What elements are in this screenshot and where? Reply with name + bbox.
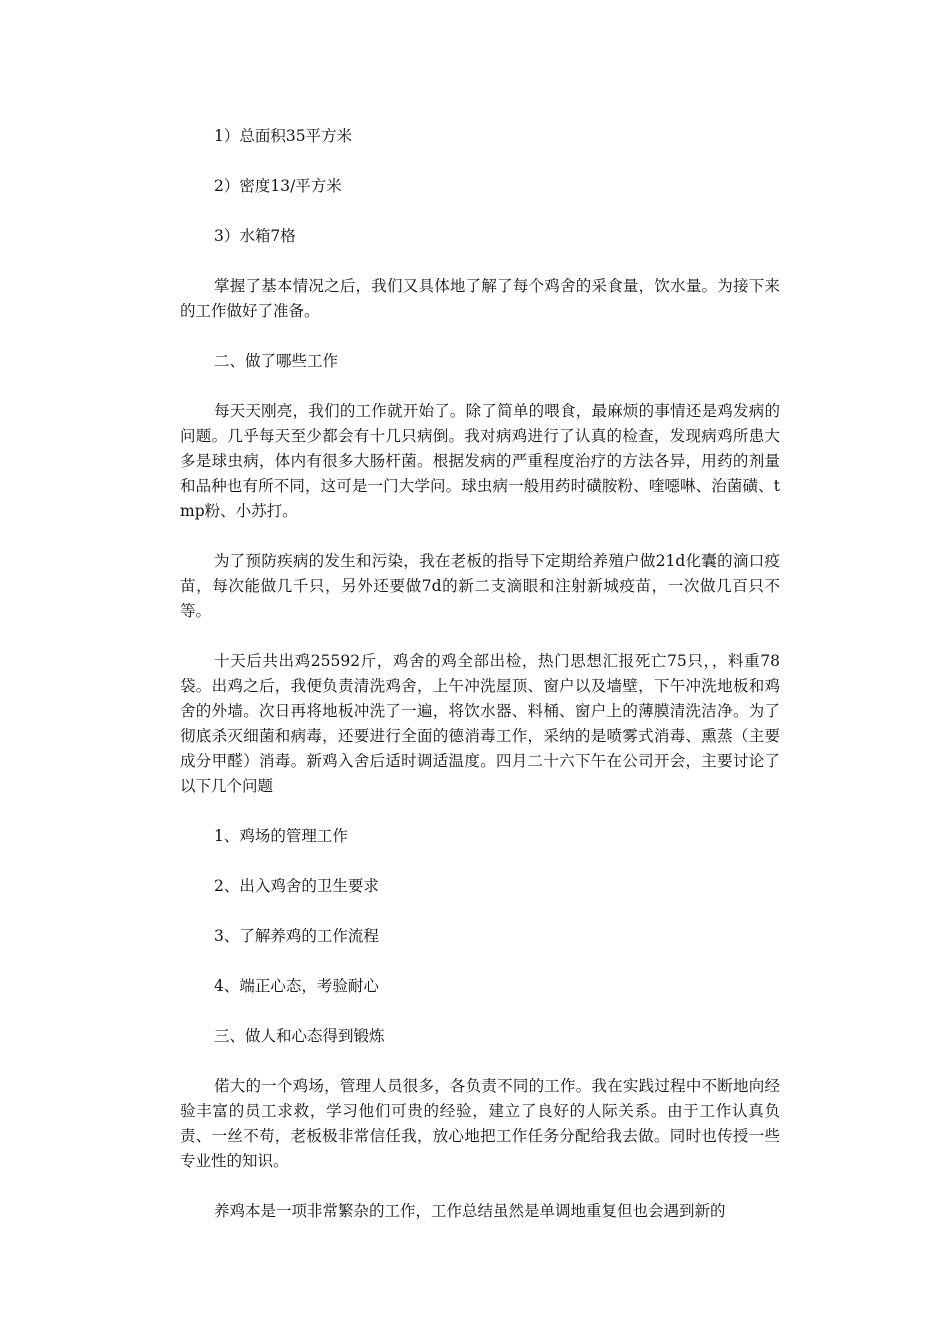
list-item-density: 2）密度13/平方米 — [214, 177, 342, 195]
list-item-attitude: 4、端正心态，考验耐心 — [214, 977, 379, 995]
paragraph-daily-work: 每天天刚亮，我们的工作就开始了。除了简单的喂食，最麻烦的事情还是鸡发病的问题。几乎每天至少都会有十几只病倒。我对病鸡进行了认真的检查，发现病鸡所患大多是球虫病，体内有很多大肠杆菌。根据发病的严重程度治疗的方法各异，用药的剂量和品种也有所不同，这可是一门大学问。球虫病一般用药时磺胺粉、喹噁啉、治菌磺、tmp粉、小苏打。 — [180, 402, 780, 520]
section-heading-work-done: 二、做了哪些工作 — [214, 352, 339, 370]
paragraph-interpersonal: 偌大的一个鸡场，管理人员很多，各负责不同的工作。我在实践过程中不断地向经验丰富的员工求救，学习他们可贵的经验，建立了良好的人际关系。由于工作认真负责、一丝不苟，老板极非常信任我，放心地把工作任务分配给我去做。同时也传授一些专业性的知识。 — [180, 1077, 780, 1170]
document-body — [180, 124, 780, 1249]
paragraph-conclusion-start: 养鸡本是一项非常繁杂的工作，工作总结虽然是单调地重复但也会遇到新的 — [214, 1202, 726, 1220]
paragraph-cleaning-disinfection: 十天后共出鸡25592斤，鸡舍的鸡全部出检，热门思想汇报死亡75只，，料重78袋。出鸡之后，我便负责清洗鸡舍，上午冲洗屋顶、窗户以及墙壁，下午冲洗地板和鸡舍的外墙。次日再将地板冲洗了一遍，将饮水器、料桶、窗户上的薄膜清洗洁净。为了彻底杀灭细菌和病毒，还要进行全面的德消毒工作，采纳的是喷雾式消毒、熏蒸（主要成分甲醛）消毒。新鸡入舍后适时调适温度。四月二十六下午在公司开会，主要讨论了以下几个问题 — [180, 652, 780, 795]
list-item-work-process: 3、了解养鸡的工作流程 — [214, 927, 379, 945]
list-item-total-area: 1）总面积35平方米 — [214, 127, 353, 145]
list-item-farm-management: 1、鸡场的管理工作 — [214, 827, 348, 845]
section-heading-personal-growth: 三、做人和心态得到锻炼 — [214, 1027, 385, 1045]
paragraph-basic-situation: 掌握了基本情况之后，我们又具体地了解了每个鸡舍的采食量，饮水量。为接下来的工作做好了准备。 — [180, 277, 780, 320]
list-item-water-tank: 3）水箱7格 — [214, 227, 296, 245]
list-item-hygiene-requirements: 2、出入鸡舍的卫生要求 — [214, 877, 379, 895]
paragraph-disease-prevention: 为了预防疾病的发生和污染，我在老板的指导下定期给养殖户做21d化囊的滴口疫苗，每次能做几千只，另外还要做7d的新二支滴眼和注射新城疫苗，一次做几百只不等。 — [180, 552, 780, 620]
